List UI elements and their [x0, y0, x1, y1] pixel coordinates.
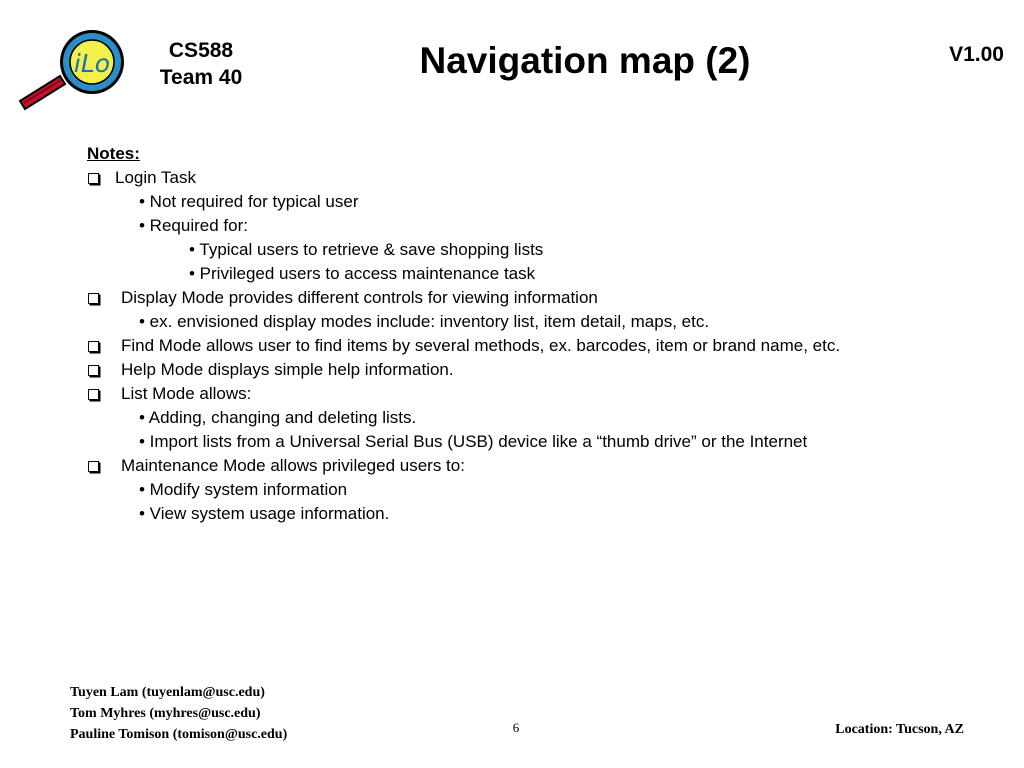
note-sub-not-required: • Not required for typical user [139, 192, 359, 211]
note-find-mode: Find Mode allows user to find items by several methods, ex. barcodes, item or brand name, etc. [121, 336, 841, 355]
note-display-mode: Display Mode provides different controls for viewing information [121, 288, 598, 307]
author-3: Pauline Tomison (tomison@usc.edu) [70, 727, 288, 742]
note-help-mode: Help Mode displays simple help information. [121, 360, 454, 379]
course-label [140, 37, 262, 91]
course-code: CS588 [168, 39, 234, 62]
author-2: Tom Myhres (myhres@usc.edu) [70, 706, 261, 721]
checkbox-bullet-icon [88, 341, 99, 352]
note-sub-typical-users: • Typical users to retrieve & save shopping lists [189, 240, 544, 259]
version-label: V1.00 [949, 43, 1004, 66]
note-sub-import-lists: • Import lists from a Universal Serial Bus (USB) device like a “thumb drive” or the Internet [139, 432, 808, 451]
note-sub-adding-lists: • Adding, changing and deleting lists. [139, 408, 417, 427]
checkbox-bullet-icon [88, 461, 99, 472]
note-sub-display-modes: • ex. envisioned display modes include: inventory list, item detail, maps, etc. [139, 312, 710, 331]
team-name: Team 40 [159, 66, 243, 89]
note-sub-modify-info: • Modify system information [139, 480, 348, 499]
slide-title: Navigation map (2) [419, 40, 751, 81]
note-sub-required-for: • Required for: [139, 216, 248, 235]
note-list-mode: List Mode allows: [121, 384, 252, 403]
author-1: Tuyen Lam (tuyenlam@usc.edu) [70, 685, 265, 700]
ilo-logo [14, 26, 132, 112]
footer-authors [70, 682, 287, 745]
checkbox-bullet-icon [88, 173, 99, 184]
logo-text: iLo [73, 49, 111, 78]
notes-heading: Notes: [87, 144, 140, 163]
checkbox-bullet-icon [88, 293, 99, 304]
note-maintenance-mode: Maintenance Mode allows privileged users to: [121, 456, 465, 475]
note-login-task: Login Task [115, 168, 196, 187]
checkbox-bullet-icon [88, 389, 99, 400]
page-number: 6 [512, 720, 520, 735]
logo-handle [20, 76, 65, 109]
note-sub-view-usage: • View system usage information. [139, 504, 390, 523]
magnifying-glass-icon [14, 26, 132, 112]
checkbox-bullet-icon [88, 365, 99, 376]
location-label: Location: Tucson, AZ [835, 722, 964, 737]
note-sub-privileged-users: • Privileged users to access maintenance task [189, 264, 536, 283]
